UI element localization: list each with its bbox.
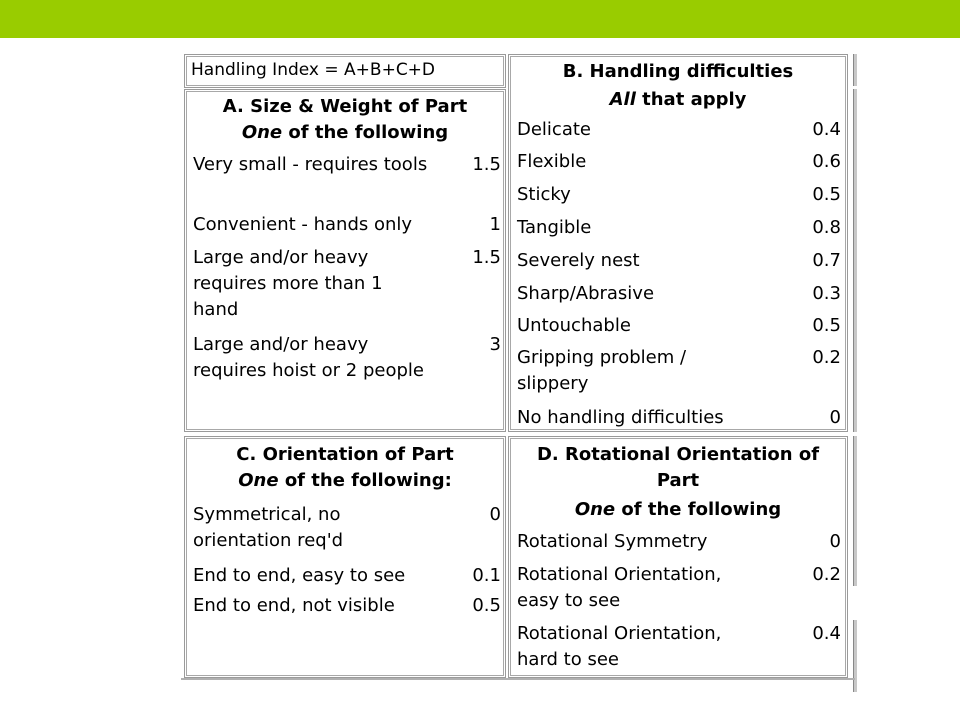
- handling-index-formula: Handling Index = A+B+C+D: [191, 60, 436, 80]
- section-b-subtitle: All that apply: [609, 89, 747, 110]
- section-c-subtitle: One of the following:: [238, 470, 452, 491]
- table-bottom-border: [181, 678, 855, 680]
- section-d-rotational-orientation: D. Rotational Orientation of Part One of the following Rotational Symmetry 0 Rotational Orientation, easy to see 0.2 Rotational Orientation, hard to see 0.4: [508, 436, 848, 678]
- section-d-title: D. Rotational Orientation of Part: [536, 444, 820, 491]
- section-a-title: A. Size & Weight of Part: [222, 96, 468, 117]
- section-c-orientation: C. Orientation of Part One of the following: Symmetrical, no orientation req'd 0 End to end, easy to see 0.1 End to end, not visible 0.5: [184, 436, 506, 678]
- section-c-title: C. Orientation of Part: [236, 444, 454, 465]
- section-a-subtitle: One of the following: [241, 122, 449, 143]
- clipped-column-edge: [853, 89, 857, 432]
- clipped-column-edge: [853, 436, 857, 586]
- section-d-subtitle: One of the following: [574, 499, 782, 520]
- section-a-size-weight: A. Size & Weight of Part One of the following Very small - requires tools 1.5 Convenient - hands only 1 Large and/or heavy requires more than 1 hand 1.5 Large and/or heavy requires hoist or 2 people 3: [184, 89, 506, 432]
- clipped-column-edge: [853, 620, 857, 692]
- formula-cell: [184, 54, 506, 88]
- section-b-handling-difficulties: B. Handling difficulties All that apply Delicate 0.4 Flexible 0.6 Sticky 0.5 Tangible 0.8 Severely nest 0.7 Sharp/Abrasive 0.3 Untouchable 0.5 Gripping problem / slippery 0.2 No handling difficulties 0: [508, 54, 848, 432]
- section-b-title: B. Handling difficulties: [562, 61, 794, 82]
- clipped-column-edge: [853, 54, 857, 86]
- header-bar: [0, 0, 960, 38]
